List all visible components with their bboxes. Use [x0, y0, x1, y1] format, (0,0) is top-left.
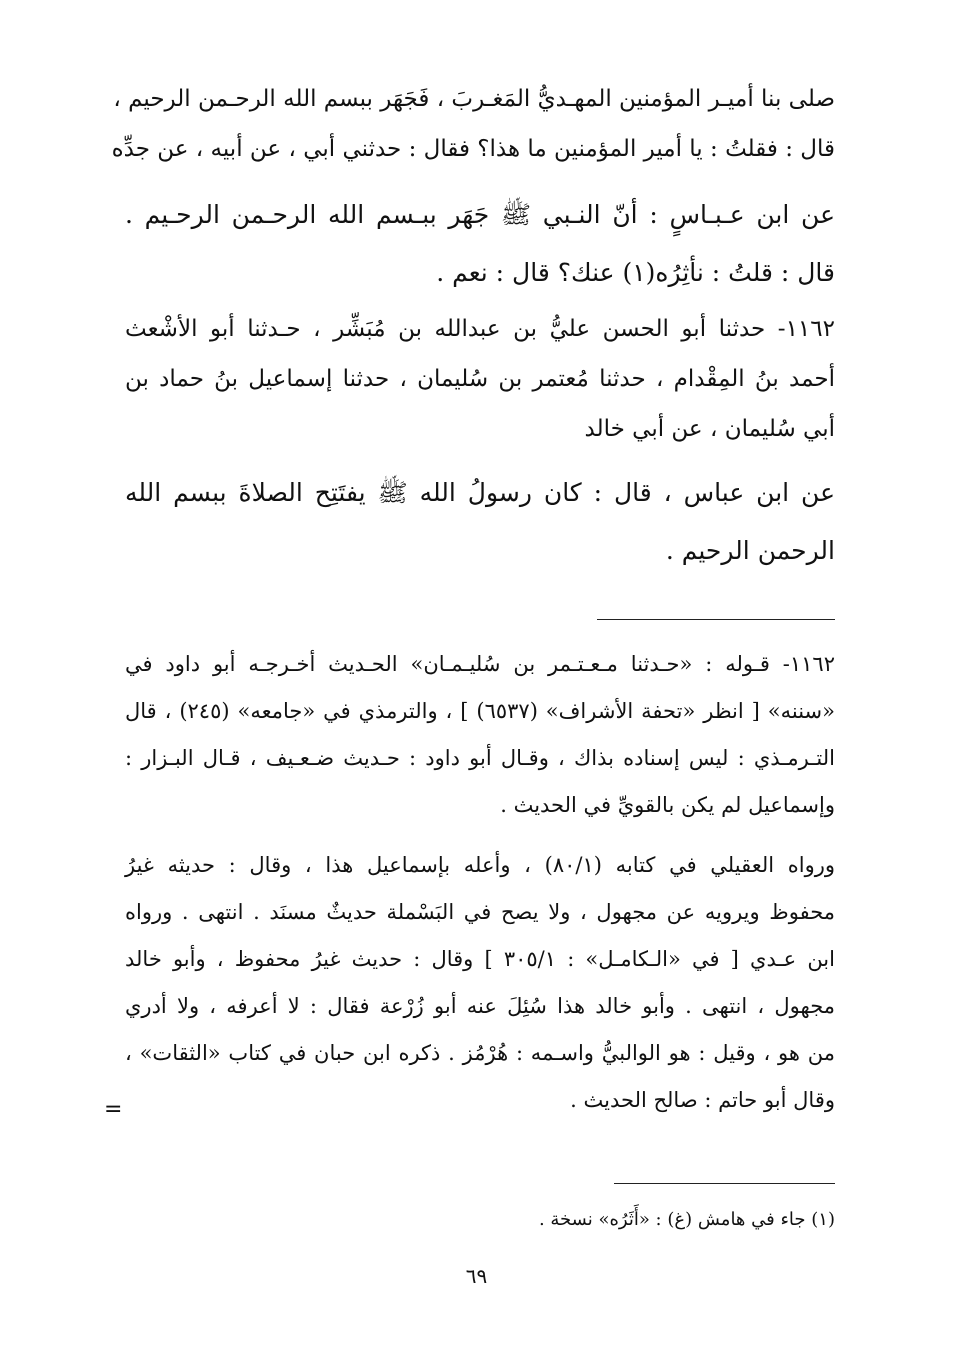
- footnote-separator: [614, 1183, 835, 1184]
- text-line: قال : قلتُ : نأثِرُه(١) عنك؟ قال : نعم .: [436, 258, 835, 287]
- text-line: مجهول ، انتهى . وأبو خالد هذا سُئِلَ عنه أبو زُرْعة فقال : لا أعرفه ، ولا أدري: [125, 994, 835, 1018]
- text-line: التـرمـذي : ليس إسناده بذاك ، وقـال أبو داود : حـديث ضـعـيف ، قـال البـزار :: [125, 746, 835, 770]
- text-line: ١١٦٢- قـوله : «حـدثنا مـعـتـمر بن سُليـمـان» الحـديث أخـرجـه أبو داود في: [125, 652, 835, 676]
- text-line: عن ابن عـبـاسٍ : أنّ النـبي ﷺ جَهَر ببـسم الله الرحـمن الرحـيم .: [125, 200, 835, 229]
- text-line: عن ابن عباس ، قال : كان رسولُ الله ﷺ يفتَتِح الصلاةَ ببسم الله: [125, 478, 835, 507]
- footnote: [125, 1205, 835, 1235]
- main-paragraph-1: [111, 74, 835, 174]
- text-line: وقال أبو حاتم : صالح الحديث .: [570, 1088, 835, 1112]
- text-line: صلى بنا أميـر المؤمنين المهـديُّ المَغـربَ ، فَجَهَر ببسم الله الرحـمن الرحيم ،: [113, 86, 835, 112]
- page-number: ٦٩: [465, 1264, 488, 1288]
- text-line: ورواه العقيلي في كتابه (٨٠/١) ، وأعله بإسماعيل هذا ، وقال : حديثه غيرُ: [125, 853, 836, 877]
- text-line: أحمد بنُ المِقْدام ، حدثنا مُعتمر بن سُليمان ، حدثنا إسماعيل بنُ حماد بن: [125, 366, 835, 392]
- text-line: وإسماعيل لم يكن بالقويِّ في الحديث .: [500, 793, 835, 817]
- text-line: ابن عـدي [ في «الـكامـل» : ٣٠٥/١ ] وقال : حديث غيرُ محفوظ ، وأبو خالد: [125, 947, 835, 971]
- main-paragraph-4: [125, 464, 835, 580]
- main-paragraph-3: [125, 304, 835, 454]
- text-line: محفوظ ويرويه عن مجهول ، ولا يصح في البَسْملة حديثٌ مسنَد . انتهى . ورواه: [125, 900, 835, 924]
- text-line: «سننه» [ انظر «تحفة الأشراف» (٦٥٣٧) ] ، والترمذي في «جامعه» (٢٤٥) ، قال: [125, 699, 835, 723]
- continuation-mark: =: [104, 1097, 123, 1122]
- main-paragraph-2: [125, 186, 835, 302]
- text-line: قال : فقلتُ : يا أمير المؤمنين ما هذا؟ فقال : حدثني أبي ، عن أبيه ، عن جدِّه: [111, 136, 835, 162]
- commentary-paragraph-1: [125, 641, 835, 829]
- text-line: من هو ، وقيل : هو الوالبيُّ واسـمه : هُرْمُز . ذكره ابن حبان في كتاب «الثقات» ،: [125, 1041, 835, 1065]
- text-line: أبي سُليمان ، عن أبي خالد: [584, 416, 835, 442]
- footnote-text: (١) جاء في هامش (غ) : «أَثَرُه» نسخة .: [538, 1209, 835, 1230]
- text-line: ١١٦٢- حدثنا أبو الحسن عليُّ بن عبدالله بن مُبَشِّر ، حـدثنا أبو الأشْعث: [125, 316, 835, 342]
- commentary-separator: [597, 619, 835, 620]
- text-line: الرحمن الرحيم .: [665, 536, 835, 565]
- commentary-paragraph-2: [125, 842, 835, 1124]
